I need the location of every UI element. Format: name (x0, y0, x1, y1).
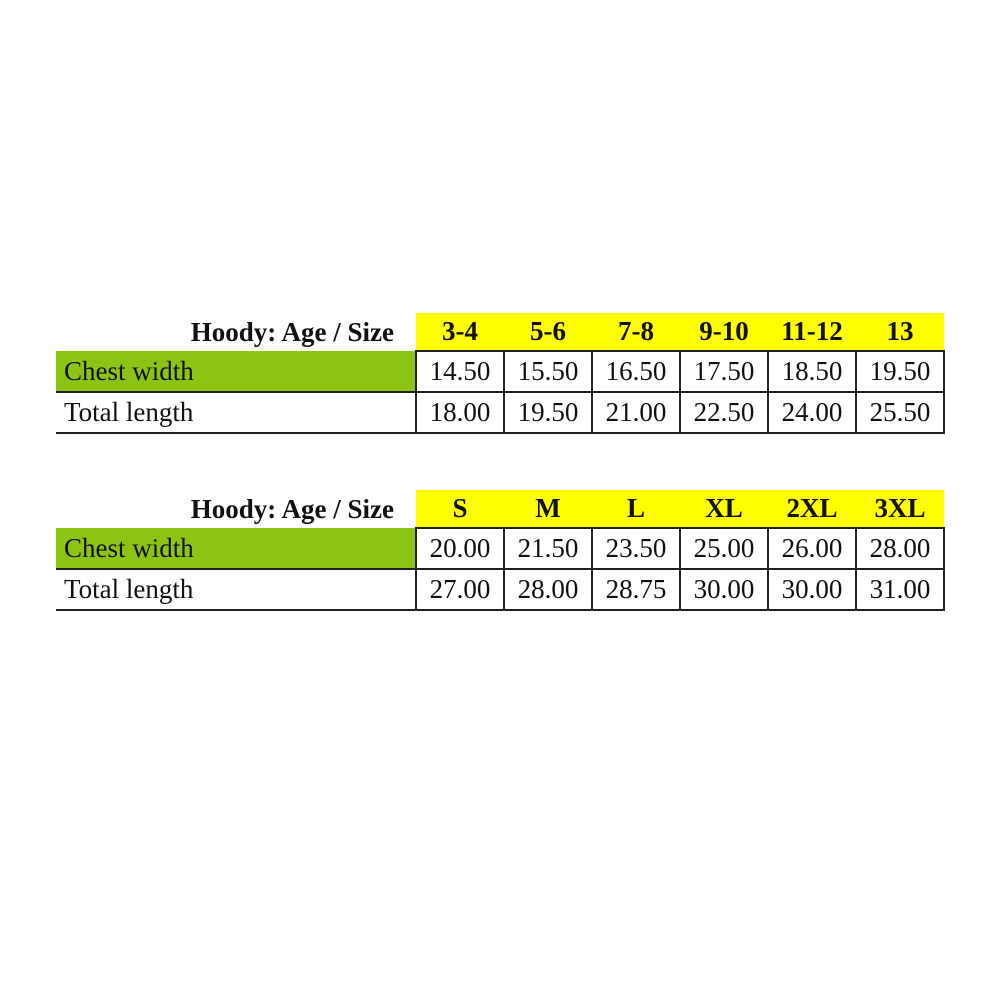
value-cell: 30.00 (768, 569, 856, 610)
size-header-cell: 9-10 (680, 313, 768, 351)
size-table-adult (56, 490, 945, 611)
row-label-total-length: Total length (56, 569, 416, 610)
value-cell: 21.50 (504, 528, 592, 569)
value-cell: 31.00 (856, 569, 944, 610)
size-header-cell: L (592, 490, 680, 528)
value-cell: 16.50 (592, 351, 680, 392)
size-header-cell: 5-6 (504, 313, 592, 351)
table-row-chest-width (56, 351, 944, 392)
table-row-total-length (56, 392, 944, 433)
value-cell: 22.50 (680, 392, 768, 433)
row-label-chest-width: Chest width (56, 528, 416, 569)
value-cell: 17.50 (680, 351, 768, 392)
table-row-total-length (56, 569, 944, 610)
value-cell: 28.75 (592, 569, 680, 610)
value-cell: 23.50 (592, 528, 680, 569)
value-cell: 25.50 (856, 392, 944, 433)
value-cell: 14.50 (416, 351, 504, 392)
value-cell: 15.50 (504, 351, 592, 392)
table-row-chest-width (56, 528, 944, 569)
value-cell: 28.00 (856, 528, 944, 569)
value-cell: 18.50 (768, 351, 856, 392)
size-header-cell: 2XL (768, 490, 856, 528)
table-header-row (56, 490, 944, 528)
size-header-cell: M (504, 490, 592, 528)
size-header-cell: 3-4 (416, 313, 504, 351)
size-header-cell: 3XL (856, 490, 944, 528)
size-header-cell: 7-8 (592, 313, 680, 351)
size-table-kids (56, 313, 945, 434)
table-header-label: Hoody: Age / Size (56, 490, 416, 528)
value-cell: 24.00 (768, 392, 856, 433)
row-label-chest-width: Chest width (56, 351, 416, 392)
size-header-cell: 13 (856, 313, 944, 351)
value-cell: 27.00 (416, 569, 504, 610)
table-header-label: Hoody: Age / Size (56, 313, 416, 351)
table-header-row (56, 313, 944, 351)
size-header-cell: 11-12 (768, 313, 856, 351)
value-cell: 19.50 (504, 392, 592, 433)
row-label-total-length: Total length (56, 392, 416, 433)
value-cell: 20.00 (416, 528, 504, 569)
value-cell: 19.50 (856, 351, 944, 392)
value-cell: 21.00 (592, 392, 680, 433)
value-cell: 18.00 (416, 392, 504, 433)
size-header-cell: XL (680, 490, 768, 528)
size-header-cell: S (416, 490, 504, 528)
value-cell: 28.00 (504, 569, 592, 610)
value-cell: 26.00 (768, 528, 856, 569)
value-cell: 25.00 (680, 528, 768, 569)
value-cell: 30.00 (680, 569, 768, 610)
